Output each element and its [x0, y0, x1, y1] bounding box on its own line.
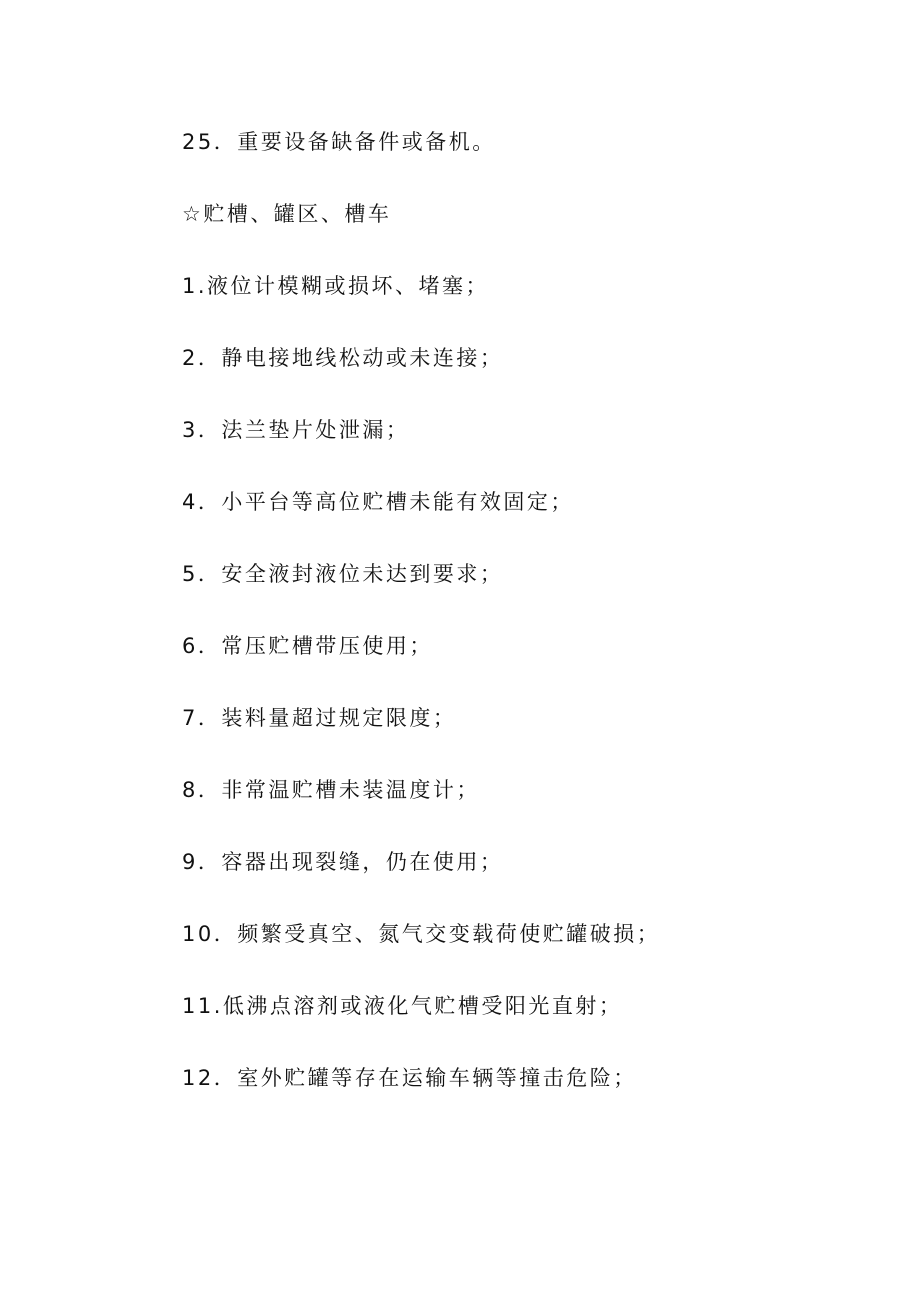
list-item-4: 4．小平台等高位贮槽未能有效固定； — [182, 490, 574, 514]
list-item-7: 7．装料量超过规定限度； — [182, 706, 457, 730]
section-heading-tanks: ☆贮槽、罐区、槽车 — [182, 202, 392, 226]
list-item-8: 8．非常温贮槽未装温度计； — [182, 778, 480, 802]
list-item-6: 6．常压贮槽带压使用； — [182, 634, 433, 658]
list-item-11: 11.低沸点溶剂或液化气贮槽受阳光直射； — [182, 994, 623, 1018]
list-item-1: 1.液位计模糊或损坏、堵塞； — [182, 274, 490, 298]
item-25-spare-parts: 25．重要设备缺备件或备机。 — [182, 130, 496, 154]
document-body — [182, 124, 882, 1132]
list-item-12: 12．室外贮罐等存在运输车辆等撞击危险； — [182, 1066, 637, 1090]
list-item-5: 5．安全液封液位未达到要求； — [182, 562, 504, 586]
list-item-9: 9．容器出现裂缝，仍在使用； — [182, 850, 504, 874]
list-item-2: 2．静电接地线松动或未连接； — [182, 346, 504, 370]
list-item-3: 3．法兰垫片处泄漏； — [182, 418, 410, 442]
list-item-10: 10．频繁受真空、氮气交变载荷使贮罐破损； — [182, 922, 661, 946]
